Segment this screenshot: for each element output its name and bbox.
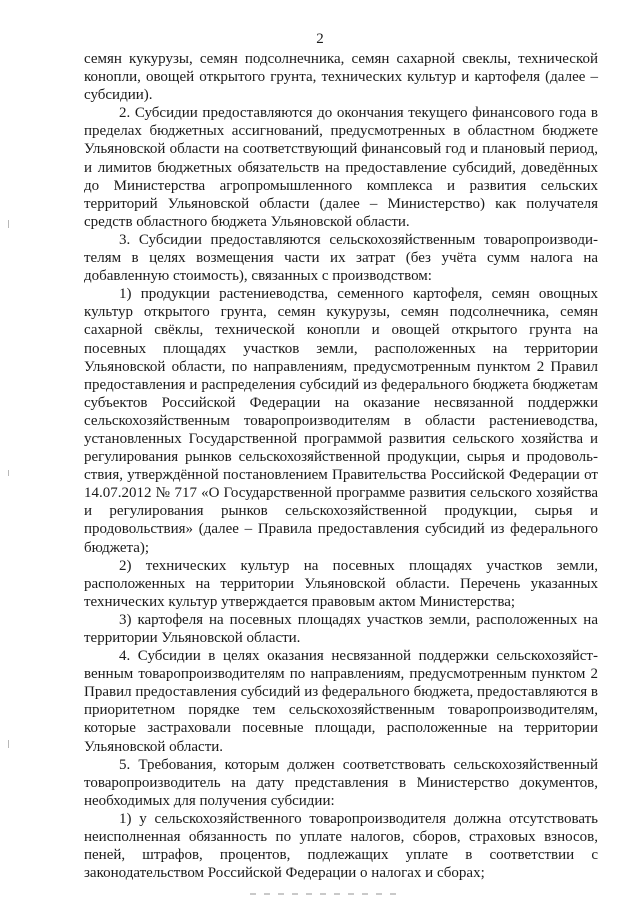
scan-artifact (8, 740, 9, 748)
document-body (84, 50, 598, 882)
paragraph-item-5: 5. Требования, которым должен соответствовать сельскохозяйственный товаропроизводитель на дату представления в Министерство документов, необходимых для получения субсидии: (84, 756, 598, 809)
paragraph-subitem-3-3: 3) картофеля на посевных площадях участков земли, расположенных на территории Ульяновской области. (84, 611, 598, 646)
paragraph-subitem-5-1: 1) у сельскохозяйственного товаропроизводителя должна отсутствовать неисполненная обязанность по уплате налогов, сборов, страховых взносов, пеней, штрафов, процентов, подлежащих уплате в соответствии с законодательством Российской Федерации о налогах и сборах; (84, 810, 598, 882)
paragraph-item-3: 3. Субсидии предоставляются сельскохозяйственным товаропроизводи-телям в целях возмещения части их затрат (без учёта сумм налога на добавленную стоимость), связанных с производством: (84, 231, 598, 285)
paragraph-item-2: 2. Субсидии предоставляются до окончания текущего финансового года в пределах бюджетных ассигнований, предусмотренных в областном бюджете Ульяновской области на соответствующий финансовый год и плановый период, и лимитов бюджетных обязательств на предоставление субсидий, доведённых до Министерства агропромышленного комплекса и развития сельских территорий Ульяновской области (далее – Министерство) как получателя средств областного бюджета Ульяновской области. (84, 105, 598, 230)
scan-artifact (8, 470, 9, 476)
paragraph-item-4: 4. Субсидии в целях оказания несвязанной поддержки сельскохозяйст-венным товаропроизводителям по направлениям, предусмотренным пунктом 2 Правил предоставления субсидий из федерального бюджета, предоставляются в приоритетном порядке тем сельскохозяйственным товаропроизводителям, которые застраховали посевные площади, расположенные на территории Ульяновской области. (84, 648, 598, 755)
scan-artifact (8, 220, 9, 228)
page-number: 2 (316, 31, 324, 47)
scan-artifact (250, 893, 400, 895)
paragraph-subitem-3-2: 2) технических культур на посевных площадях участков земли, расположенных на территории Ульяновской области. Перечень указанных технических культур утверждается правовым актом Министерства; (84, 557, 598, 610)
paragraph-subitem-3-1: 1) продукции растениеводства, семенного картофеля, семян овощных культур открытого грунта, семян кукурузы, семян подсолнечника, семян сахарной свёклы, технической конопли и овощей открытого грунта на посевных площадях участков земли, расположенных на территории Ульяновской области, по направлениям, предусмотренным пунктом 2 Правил предоставления и распределения субсидий из федерального бюджета бюджетам субъектов Российской Федерации на оказание несвязанной поддержки сельскохозяйственным товаропроизводителям в области растениеводства, установленных Государственной программой развития сельского хозяйства и регулирования рынков сельскохозяйственной продукции, сырья и продоволь-ствия, утверждённой постановлением Правительства Российской Федерации от 14.07.2012 № 717 «О Государственной программе развития сельского хозяйства и регулирования рынков сельскохозяйственной продукции, сырья и продовольствия» (далее – Правила предоставления субсидий из федерального бюджета); (84, 286, 598, 556)
paragraph-continuation: семян кукурузы, семян подсолнечника, семян сахарной свеклы, технической конопли, овощей открытого грунта, технических культур и картофеля (далее – субсидии). (84, 51, 598, 104)
